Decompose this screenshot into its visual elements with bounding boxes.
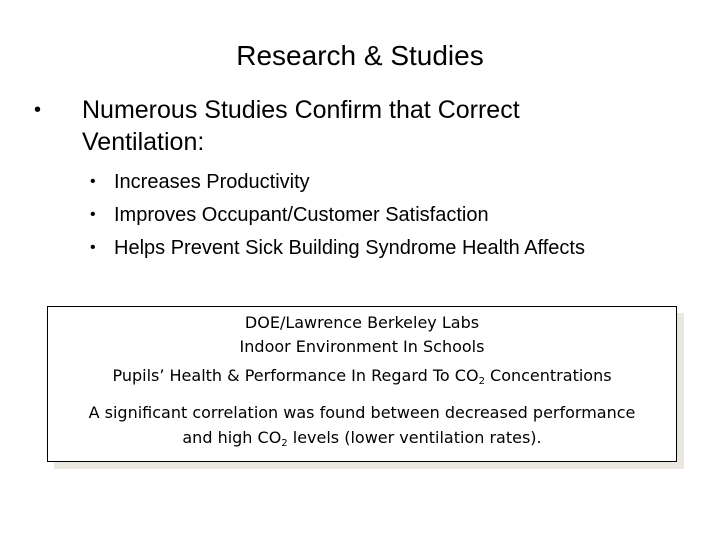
sub-bullet-item <box>90 167 620 197</box>
bullet-icon: • <box>90 206 96 223</box>
main-bullet-text: Numerous Studies Confirm that Correct Ventilation: <box>82 96 520 156</box>
bullet-icon: • <box>90 239 96 256</box>
callout-study-title: Indoor Environment In Schools <box>239 337 485 356</box>
sub-bullet-text: Improves Occupant/Customer Satisfaction <box>114 204 489 226</box>
sub-bullet-item <box>90 200 620 230</box>
sub-bullet-list <box>90 167 620 266</box>
bullet-icon: • <box>90 173 96 190</box>
main-bullet <box>34 94 594 158</box>
study-callout-box <box>47 306 677 462</box>
sub-bullet-item <box>90 233 620 263</box>
slide-title: Research & Studies <box>236 40 484 71</box>
sub-bullet-text: Increases Productivity <box>114 171 310 193</box>
bullet-icon: • <box>34 99 42 121</box>
callout-subtitle: Pupils’ Health & Performance In Regard To $CO_2$ Concentrations <box>112 366 612 387</box>
callout-finding-line1: A significant correlation was found between decreased performance <box>88 403 636 422</box>
callout-finding-line2: and high $CO_2$ levels (lower ventilation rates). <box>182 428 542 449</box>
callout-source: DOE/Lawrence Berkeley Labs <box>244 313 480 332</box>
sub-bullet-text: Helps Prevent Sick Building Syndrome Health Affects <box>114 237 585 259</box>
